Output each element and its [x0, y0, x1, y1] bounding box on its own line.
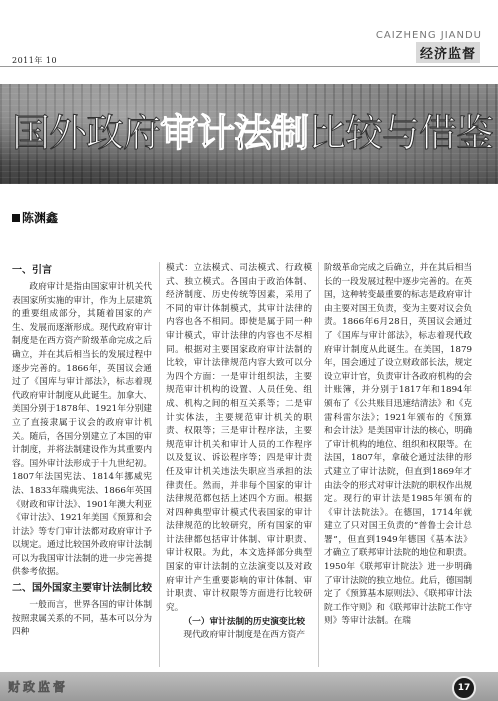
issue-date: 2011年 10 [12, 56, 58, 65]
subsection-heading: （一）审计法制的历史演变比较 [183, 617, 306, 628]
byline [12, 209, 58, 226]
article-title [12, 110, 493, 156]
body-column-3 [324, 262, 472, 670]
body-column-2 [166, 262, 312, 670]
section-heading: 二、国外国家主要审计法制比较 [12, 583, 152, 595]
body-paragraph: 阶级革命完成之后确立，并在其后相当长的一段发展过程中逐步完善的。在英国，这种转变最重要的标志是政府审计由主要对国王负责，变为主要对议会负责。1866年6月28日，英国议会通过了《国库与审计部法》，标志着现代政府审计制度从此诞生。在美国，1879年，国会通过了设立财政部长法，规定设立审计官，负责审计各政府机构的会计账簿，并分别于1817年和1894年颁布了《公共账目迅速结清法》和《克雷科雷尔法》；1921年颁布的《预算和会计法》是美国审计法的核心，明确了审计机构的地位、组织和权限等。在法国，1807年，拿破仑通过法律的形式建立了审计法院，但直到1869年才由法令的形式对审计法院的职权作出规定。现行的审计法是1985年颁布的《审计法院法》。在德国，1714年就建立了只对国王负责的“普鲁士会计总署”，但直到1949年德国《基本法》才确立了联邦审计法院的地位和职责。1950年《联邦审计院法》进一步明确了审计法院的独立地位。此后，德国制定了《预算基本原则法》、《联邦审计法院工作守则》和《联邦审计法院工作守则》等审计法制。在瑞 [324, 263, 472, 627]
column-divider [318, 262, 319, 667]
column-pinyin: CAIZHENG JIANDU [375, 30, 482, 41]
author-name: 陈渊鑫 [22, 211, 59, 225]
body-paragraph: 现代政府审计制度是在西方资产 [183, 630, 306, 641]
byline-square-icon [12, 214, 20, 222]
section-heading: 一、引言 [12, 265, 52, 276]
body-paragraph: 模式：立法模式、司法模式、行政模式、独立模式。各国由于政治体制、经济制度、历史传统等因素，采用了不同的审计体制模式，其审计法律的内容也各不相同。即使是属于同一种审计模式，审计法律的内容也不尽相同。根据对主要国家政府审计法制的比较，审计法律规范内容大致可以分为四个方面：一是审计组织法，主要规范审计机构的设置、人员任免、组成、机构之间的相互关系等；二是审计实体法，主要规范审计机关的职责、权限等；三是审计程序法，主要规范审计机关和审计人员的工作程序以及复议、诉讼程序等；四是审计责任及审计机关违法失职应当承担的法律责任。然而，并非每个国家的审计法律规范都包括上述四个方面。根据对四种典型审计模式代表国家的审计法律规范的比较研究，所有国家的审计法律都包括审计体制、审计职责、审计权限。为此，本文选择部分典型国家的审计法制的立法演变以及对政府审计产生重要影响的审计体制、审计职责、审计权限等方面进行比较研究。 [166, 263, 312, 613]
body-paragraph: 一般而言，世界各国的审计体制按照隶属关系的不同，基本可以分为四种 [12, 600, 152, 638]
footer-magazine-name: 财政监督 [8, 680, 69, 694]
title-part-3: 比较与借鉴 [308, 111, 494, 155]
title-banner [0, 84, 498, 184]
column-divider [159, 262, 160, 667]
body-column-1 [12, 262, 152, 670]
title-part-2: 审计法制 [160, 111, 309, 155]
column-tag: 经济监督 [416, 42, 480, 63]
page-number: 17 [452, 676, 476, 700]
footer-band [0, 672, 498, 701]
title-part-1: 国外政府 [12, 111, 161, 155]
body-paragraph: 政府审计是指由国家审计机关代表国家所实施的审计，作为上层建筑的重要组成部分，其随着国家的产生、发展而逐渐形成。现代政府审计制度是在西方资产阶级革命完成之后确立，并在其后相当长的发展过程中逐步完善的。1866年，英国议会通过了《国库与审计部法》，标志着现代政府审计制度从此诞生。加拿大、美国分别于1878年、1921年分别建立了直接隶属于议会的政府审计机关。随后，各国分别建立了本国的审计制度，并将法制建设作为其重要内容。国外审计法形成于十九世纪初。1807年法国宪法、1814年挪威宪法、1833年瑞典宪法、1866年英国《财政和审计法》、1901年澳大利亚《审计法》、1921年美国《预算和会计法》等专门审计法都对政府审计予以规定。通过比较国外政府审计法制可以为我国审计法制的进一步完善提供参考依据。 [12, 282, 152, 578]
header-rule [0, 66, 498, 67]
